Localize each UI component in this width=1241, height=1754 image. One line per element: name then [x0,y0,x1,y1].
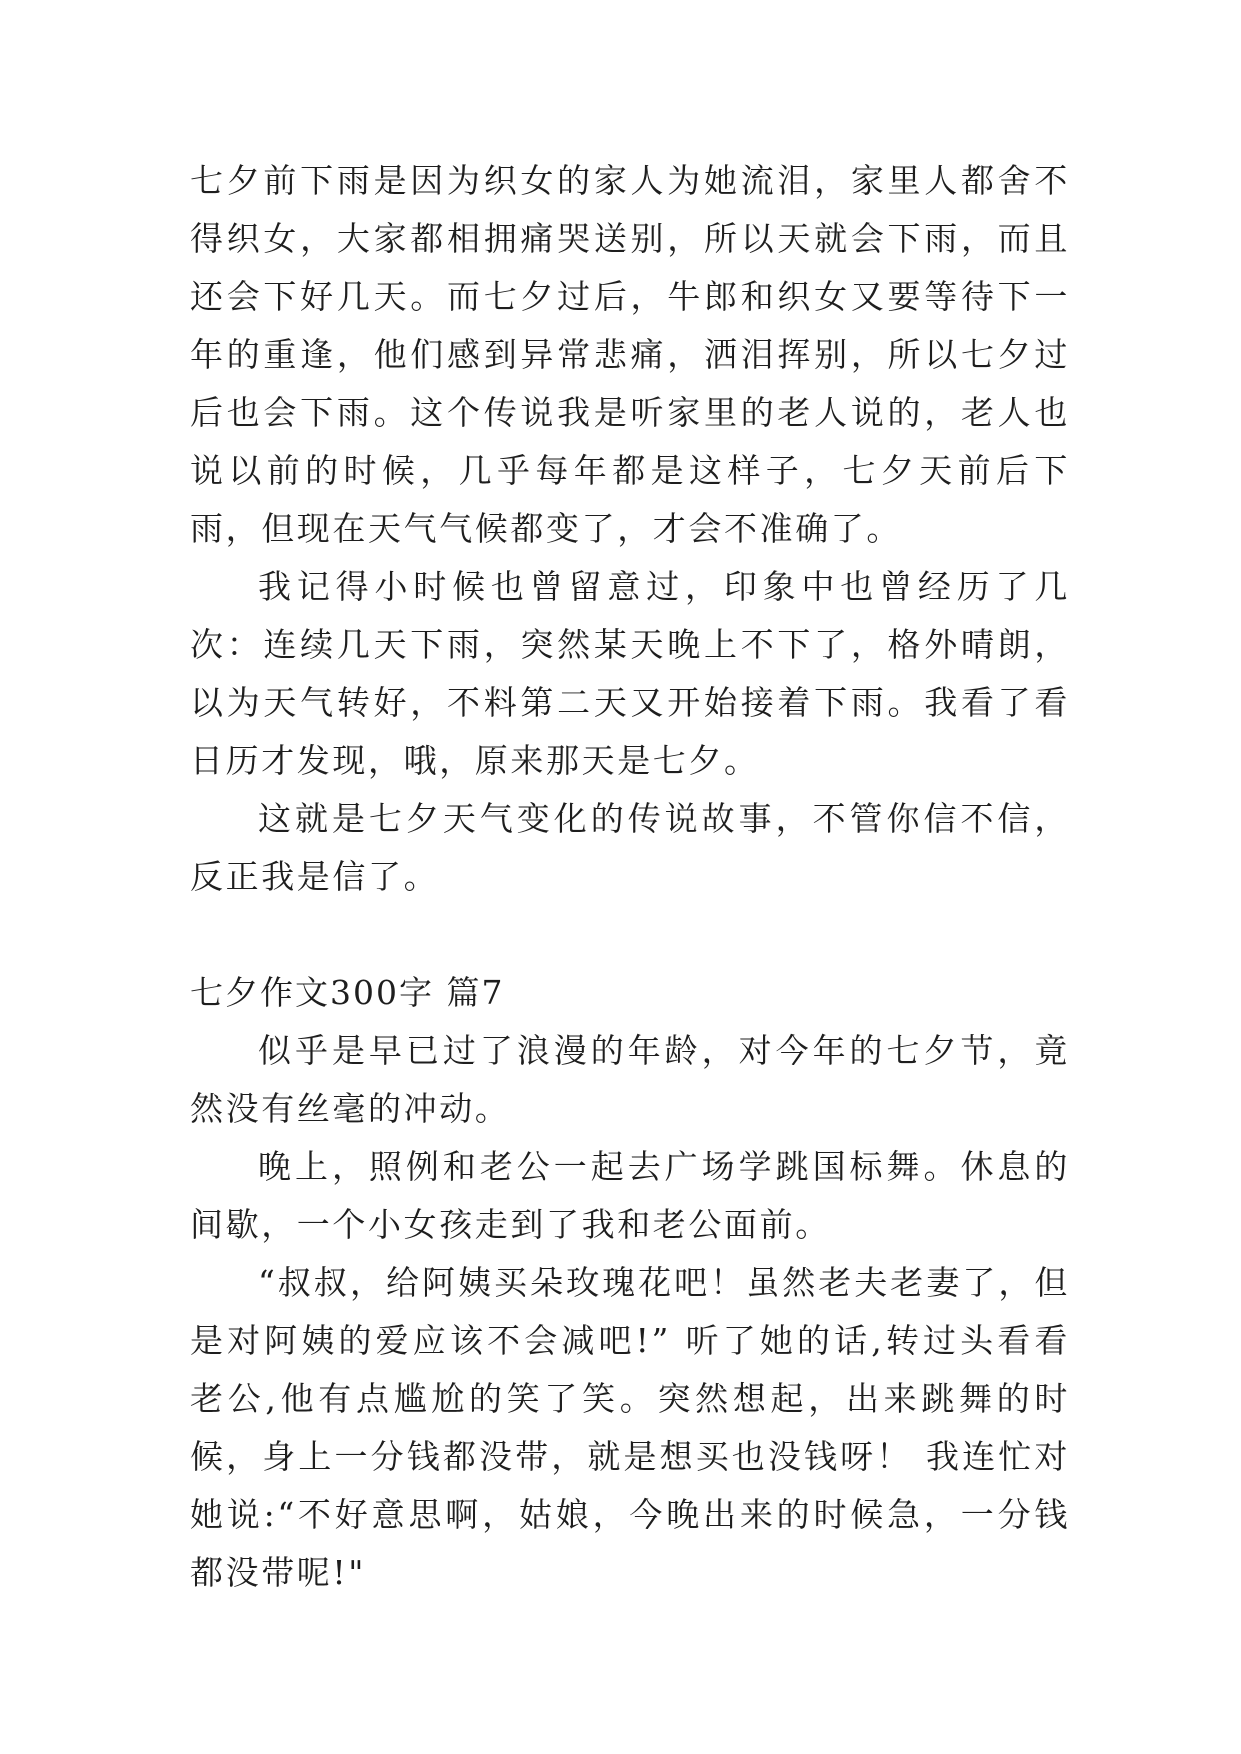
paragraph-childhood-memory: 我记得小时候也曾留意过，印象中也曾经历了几次：连续几天下雨，突然某天晚上不下了，格外晴朗，以为天气转好，不料第二天又开始接着下雨。我看了看日历才发现，哦，原来那天是七夕。 [190,567,1070,780]
paragraph-rain-legend: 七夕前下雨是因为织女的家人为她流泪，家里人都舍不得织女，大家都相拥痛哭送别，所以天就会下雨，而且还会下好几天。而七夕过后，牛郎和织女又要等待下一年的重逢，他们感到异常悲痛，洒泪挥别，所以七夕过后也会下雨。这个传说我是听家里的老人说的，老人也说以前的时候，几乎每年都是这样子，七夕天前后下雨，但现在天气气候都变了，才会不准确了。 [190,161,1070,548]
paragraph-romance-age: 似乎是早已过了浪漫的年龄，对今年的七夕节，竟然没有丝毫的冲动。 [190,1031,1070,1128]
paragraph-rose-girl: “叔叔，给阿姨买朵玫瑰花吧！虽然老夫老妻了，但是对阿姨的爱应该不会减吧!” 听了她的话,转过头看看老公,他有点尴尬的笑了笑。突然想起，出来跳舞的时候，身上一分钱都没带，就是想买也没钱呀！ 我连忙对她说:“不好意思啊，姑娘，今晚出来的时候急，一分钱都没带呢!" [190,1263,1070,1592]
paragraph-evening-dance: 晚上，照例和老公一起去广场学跳国标舞。休息的间歇，一个小女孩走到了我和老公面前。 [190,1147,1070,1244]
section-heading: 七夕作文300字 篇7 [190,973,505,1012]
paragraph-conclusion: 这就是七夕天气变化的传说故事，不管你信不信，反正我是信了。 [190,799,1070,896]
document-body [190,152,1070,1602]
